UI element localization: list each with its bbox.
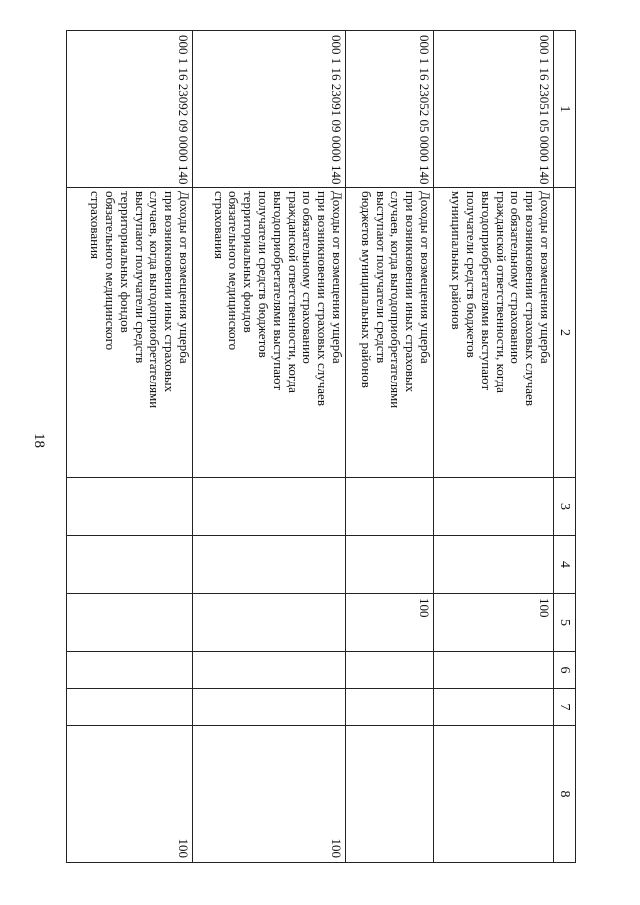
table-row bbox=[193, 31, 346, 863]
header-col-2: 2 bbox=[554, 188, 576, 478]
col3-cell bbox=[434, 478, 554, 536]
income-table bbox=[88, 30, 576, 862]
col6-cell bbox=[193, 652, 346, 689]
header-col-7: 7 bbox=[554, 689, 576, 726]
col7-cell bbox=[67, 689, 193, 726]
header-col-3: 3 bbox=[554, 478, 576, 536]
col5-cell bbox=[67, 594, 193, 652]
col4-cell bbox=[346, 536, 434, 594]
col8-cell: 100 bbox=[67, 726, 193, 863]
code-cell: 000 1 16 23092 09 0000 140 bbox=[67, 31, 193, 188]
col5-cell: 100 bbox=[346, 594, 434, 652]
col7-cell bbox=[346, 689, 434, 726]
col6-cell bbox=[67, 652, 193, 689]
header-col-8: 8 bbox=[554, 726, 576, 863]
page-number: 18 bbox=[31, 433, 47, 448]
name-cell: Доходы от возмещения ущерба при возникновении страховых случаев по обязательному страхованию гражданской ответственности, когда выгодоприобретателями выступают получатели средств бюджетов муниципальных районов bbox=[434, 188, 554, 478]
col3-cell bbox=[67, 478, 193, 536]
col6-cell bbox=[434, 652, 554, 689]
table-row bbox=[434, 31, 554, 863]
col5-cell bbox=[193, 594, 346, 652]
header-col-1: 1 bbox=[554, 31, 576, 188]
name-cell: Доходы от возмещения ущерба при возникновении иных страховых случаев, когда выгодоприобретателями выступают получатели средств бюджетов муниципальных районов bbox=[346, 188, 434, 478]
col3-cell bbox=[193, 478, 346, 536]
col8-cell bbox=[346, 726, 434, 863]
col7-cell bbox=[434, 689, 554, 726]
col8-cell bbox=[434, 726, 554, 863]
code-cell: 000 1 16 23051 05 0000 140 bbox=[434, 31, 554, 188]
header-col-4: 4 bbox=[554, 536, 576, 594]
header-col-6: 6 bbox=[554, 652, 576, 689]
col4-cell bbox=[67, 536, 193, 594]
header-row bbox=[554, 31, 576, 863]
name-cell: Доходы от возмещения ущерба при возникновении иных страховых случаев, когда выгодоприобретателями выступают получатели средств территориальных фондов обязательного медицинского страхования bbox=[67, 188, 193, 478]
col4-cell bbox=[193, 536, 346, 594]
col6-cell bbox=[346, 652, 434, 689]
table-row bbox=[346, 31, 434, 863]
col5-cell: 100 bbox=[434, 594, 554, 652]
code-cell: 000 1 16 23052 05 0000 140 bbox=[346, 31, 434, 188]
col7-cell bbox=[193, 689, 346, 726]
col3-cell bbox=[346, 478, 434, 536]
code-cell: 000 1 16 23091 09 0000 140 bbox=[193, 31, 346, 188]
header-col-5: 5 bbox=[554, 594, 576, 652]
col8-cell: 100 bbox=[193, 726, 346, 863]
rotated-table-container bbox=[88, 30, 576, 862]
table-row bbox=[67, 31, 193, 863]
name-cell: Доходы от возмещения ущерба при возникновении страховых случаев по обязательному страхованию гражданской ответственности, когда выгодоприобретателями выступают получатели средств бюджетов территориальных фондов обязательного медицинского страхования bbox=[193, 188, 346, 478]
col4-cell bbox=[434, 536, 554, 594]
